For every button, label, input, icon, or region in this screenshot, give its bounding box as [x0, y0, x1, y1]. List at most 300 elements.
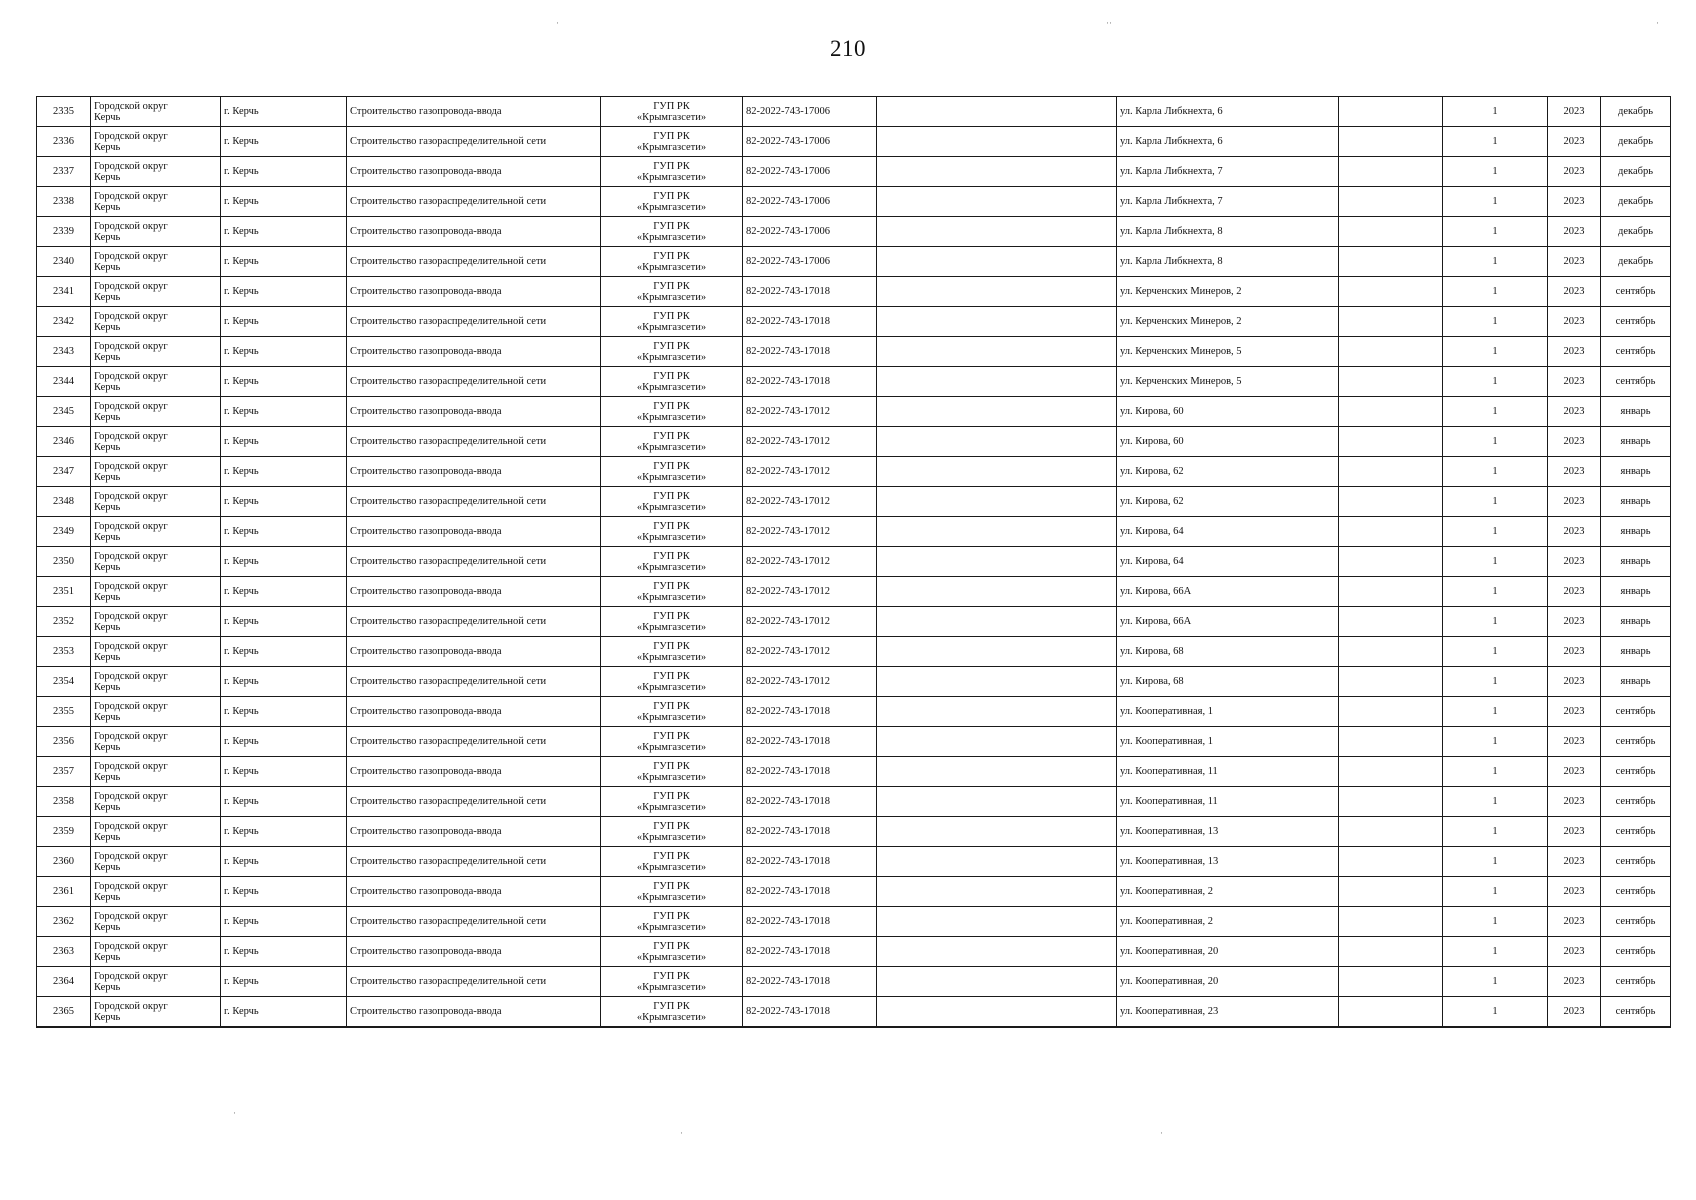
month-cell: сентябрь: [1601, 787, 1671, 817]
row-number: 2364: [37, 967, 91, 997]
work-type-cell: Строительство газораспределительной сети: [347, 487, 601, 517]
work-type-cell: Строительство газопровода-ввода: [347, 577, 601, 607]
address-cell: ул. Кооперативная, 13: [1117, 847, 1339, 877]
month-cell: декабрь: [1601, 127, 1671, 157]
empty-cell: [877, 97, 1117, 127]
row-number: 2358: [37, 787, 91, 817]
empty-cell: [877, 307, 1117, 337]
city-cell: г. Керчь: [221, 727, 347, 757]
city-cell: г. Керчь: [221, 697, 347, 727]
empty-cell: [1339, 217, 1443, 247]
quantity-cell: 1: [1443, 787, 1548, 817]
table-row: [37, 847, 1671, 877]
work-type-cell: Строительство газопровода-ввода: [347, 997, 601, 1028]
table-row: [37, 397, 1671, 427]
district-cell: Городской округ Керчь: [91, 967, 221, 997]
empty-cell: [877, 817, 1117, 847]
empty-cell: [1339, 277, 1443, 307]
row-number: 2357: [37, 757, 91, 787]
city-cell: г. Керчь: [221, 367, 347, 397]
registry-code-cell: 82-2022-743-17012: [743, 457, 877, 487]
city-cell: г. Керчь: [221, 127, 347, 157]
year-cell: 2023: [1548, 847, 1601, 877]
registry-code-cell: 82-2022-743-17006: [743, 217, 877, 247]
organization-cell: ГУП РК «Крымгазсети»: [601, 127, 743, 157]
empty-cell: [1339, 307, 1443, 337]
year-cell: 2023: [1548, 427, 1601, 457]
month-cell: декабрь: [1601, 247, 1671, 277]
address-cell: ул. Карла Либкнехта, 7: [1117, 157, 1339, 187]
table-row: [37, 697, 1671, 727]
address-cell: ул. Кооперативная, 2: [1117, 907, 1339, 937]
year-cell: 2023: [1548, 817, 1601, 847]
registry-code-cell: 82-2022-743-17018: [743, 817, 877, 847]
district-cell: Городской округ Керчь: [91, 757, 221, 787]
year-cell: 2023: [1548, 787, 1601, 817]
empty-cell: [877, 727, 1117, 757]
registry-code-cell: 82-2022-743-17012: [743, 487, 877, 517]
empty-cell: [877, 997, 1117, 1028]
empty-cell: [877, 487, 1117, 517]
table-row: [37, 877, 1671, 907]
address-cell: ул. Кирова, 60: [1117, 397, 1339, 427]
quantity-cell: 1: [1443, 757, 1548, 787]
city-cell: г. Керчь: [221, 607, 347, 637]
empty-cell: [877, 157, 1117, 187]
empty-cell: [1339, 847, 1443, 877]
year-cell: 2023: [1548, 97, 1601, 127]
month-cell: декабрь: [1601, 157, 1671, 187]
scan-speck: ·: [680, 1128, 683, 1138]
address-cell: ул. Керченских Минеров, 5: [1117, 337, 1339, 367]
empty-cell: [1339, 757, 1443, 787]
empty-cell: [877, 937, 1117, 967]
year-cell: 2023: [1548, 937, 1601, 967]
work-type-cell: Строительство газопровода-ввода: [347, 757, 601, 787]
empty-cell: [877, 367, 1117, 397]
work-type-cell: Строительство газораспределительной сети: [347, 667, 601, 697]
table-row: [37, 157, 1671, 187]
district-cell: Городской округ Керчь: [91, 187, 221, 217]
row-number: 2365: [37, 997, 91, 1028]
row-number: 2349: [37, 517, 91, 547]
organization-cell: ГУП РК «Крымгазсети»: [601, 697, 743, 727]
organization-cell: ГУП РК «Крымгазсети»: [601, 337, 743, 367]
empty-cell: [877, 847, 1117, 877]
organization-cell: ГУП РК «Крымгазсети»: [601, 367, 743, 397]
month-cell: январь: [1601, 457, 1671, 487]
organization-cell: ГУП РК «Крымгазсети»: [601, 577, 743, 607]
empty-cell: [1339, 487, 1443, 517]
empty-cell: [877, 637, 1117, 667]
quantity-cell: 1: [1443, 247, 1548, 277]
year-cell: 2023: [1548, 187, 1601, 217]
row-number: 2362: [37, 907, 91, 937]
registry-code-cell: 82-2022-743-17018: [743, 787, 877, 817]
year-cell: 2023: [1548, 277, 1601, 307]
organization-cell: ГУП РК «Крымгазсети»: [601, 217, 743, 247]
year-cell: 2023: [1548, 337, 1601, 367]
district-cell: Городской округ Керчь: [91, 337, 221, 367]
empty-cell: [1339, 127, 1443, 157]
city-cell: г. Керчь: [221, 877, 347, 907]
city-cell: г. Керчь: [221, 217, 347, 247]
organization-cell: ГУП РК «Крымгазсети»: [601, 907, 743, 937]
quantity-cell: 1: [1443, 277, 1548, 307]
month-cell: декабрь: [1601, 187, 1671, 217]
month-cell: сентябрь: [1601, 307, 1671, 337]
scan-speck: ·: [1656, 18, 1659, 28]
quantity-cell: 1: [1443, 427, 1548, 457]
quantity-cell: 1: [1443, 157, 1548, 187]
address-cell: ул. Кирова, 64: [1117, 517, 1339, 547]
empty-cell: [877, 247, 1117, 277]
empty-cell: [1339, 367, 1443, 397]
row-number: 2355: [37, 697, 91, 727]
district-cell: Городской округ Керчь: [91, 727, 221, 757]
address-cell: ул. Кооперативная, 20: [1117, 967, 1339, 997]
work-type-cell: Строительство газопровода-ввода: [347, 277, 601, 307]
district-cell: Городской округ Керчь: [91, 637, 221, 667]
empty-cell: [877, 217, 1117, 247]
month-cell: сентябрь: [1601, 937, 1671, 967]
table-row: [37, 307, 1671, 337]
address-cell: ул. Кирова, 66А: [1117, 607, 1339, 637]
year-cell: 2023: [1548, 967, 1601, 997]
district-cell: Городской округ Керчь: [91, 817, 221, 847]
organization-cell: ГУП РК «Крымгазсети»: [601, 997, 743, 1028]
quantity-cell: 1: [1443, 877, 1548, 907]
quantity-cell: 1: [1443, 637, 1548, 667]
district-cell: Городской округ Керчь: [91, 367, 221, 397]
city-cell: г. Керчь: [221, 997, 347, 1028]
quantity-cell: 1: [1443, 457, 1548, 487]
registry-code-cell: 82-2022-743-17006: [743, 157, 877, 187]
quantity-cell: 1: [1443, 577, 1548, 607]
month-cell: сентябрь: [1601, 877, 1671, 907]
organization-cell: ГУП РК «Крымгазсети»: [601, 817, 743, 847]
row-number: 2351: [37, 577, 91, 607]
row-number: 2338: [37, 187, 91, 217]
city-cell: г. Керчь: [221, 577, 347, 607]
row-number: 2353: [37, 637, 91, 667]
district-cell: Городской округ Керчь: [91, 697, 221, 727]
address-cell: ул. Кирова, 62: [1117, 457, 1339, 487]
registry-code-cell: 82-2022-743-17018: [743, 367, 877, 397]
empty-cell: [1339, 907, 1443, 937]
year-cell: 2023: [1548, 307, 1601, 337]
empty-cell: [1339, 787, 1443, 817]
city-cell: г. Керчь: [221, 277, 347, 307]
empty-cell: [1339, 937, 1443, 967]
empty-cell: [877, 967, 1117, 997]
row-number: 2363: [37, 937, 91, 967]
table-row: [37, 97, 1671, 127]
city-cell: г. Керчь: [221, 967, 347, 997]
year-cell: 2023: [1548, 247, 1601, 277]
table-row: [37, 667, 1671, 697]
row-number: 2347: [37, 457, 91, 487]
district-cell: Городской округ Керчь: [91, 907, 221, 937]
district-cell: Городской округ Керчь: [91, 517, 221, 547]
district-cell: Городской округ Керчь: [91, 847, 221, 877]
month-cell: сентябрь: [1601, 727, 1671, 757]
month-cell: январь: [1601, 577, 1671, 607]
registry-code-cell: 82-2022-743-17012: [743, 667, 877, 697]
month-cell: сентябрь: [1601, 277, 1671, 307]
year-cell: 2023: [1548, 757, 1601, 787]
month-cell: январь: [1601, 547, 1671, 577]
empty-cell: [1339, 817, 1443, 847]
city-cell: г. Керчь: [221, 847, 347, 877]
registry-code-cell: 82-2022-743-17006: [743, 247, 877, 277]
row-number: 2352: [37, 607, 91, 637]
table-row: [37, 277, 1671, 307]
city-cell: г. Керчь: [221, 307, 347, 337]
table-row: [37, 127, 1671, 157]
year-cell: 2023: [1548, 517, 1601, 547]
month-cell: январь: [1601, 667, 1671, 697]
district-cell: Городской округ Керчь: [91, 427, 221, 457]
registry-code-cell: 82-2022-743-17018: [743, 307, 877, 337]
empty-cell: [1339, 967, 1443, 997]
month-cell: сентябрь: [1601, 367, 1671, 397]
table-row: [37, 907, 1671, 937]
district-cell: Городской округ Керчь: [91, 577, 221, 607]
district-cell: Городской округ Керчь: [91, 547, 221, 577]
organization-cell: ГУП РК «Крымгазсети»: [601, 787, 743, 817]
month-cell: сентябрь: [1601, 757, 1671, 787]
empty-cell: [1339, 547, 1443, 577]
address-cell: ул. Карла Либкнехта, 8: [1117, 217, 1339, 247]
row-number: 2342: [37, 307, 91, 337]
scan-speck: ·: [1160, 1128, 1163, 1138]
registry-code-cell: 82-2022-743-17018: [743, 997, 877, 1028]
district-cell: Городской округ Керчь: [91, 127, 221, 157]
work-type-cell: Строительство газораспределительной сети: [347, 607, 601, 637]
district-cell: Городской округ Керчь: [91, 937, 221, 967]
registry-code-cell: 82-2022-743-17018: [743, 337, 877, 367]
empty-cell: [1339, 577, 1443, 607]
organization-cell: ГУП РК «Крымгазсети»: [601, 757, 743, 787]
quantity-cell: 1: [1443, 397, 1548, 427]
quantity-cell: 1: [1443, 997, 1548, 1028]
city-cell: г. Керчь: [221, 157, 347, 187]
row-number: 2359: [37, 817, 91, 847]
address-cell: ул. Кооперативная, 11: [1117, 757, 1339, 787]
table-row: [37, 367, 1671, 397]
district-cell: Городской округ Керчь: [91, 877, 221, 907]
district-cell: Городской округ Керчь: [91, 667, 221, 697]
empty-cell: [1339, 187, 1443, 217]
empty-cell: [877, 607, 1117, 637]
table-row: [37, 937, 1671, 967]
empty-cell: [1339, 637, 1443, 667]
table-row: [37, 757, 1671, 787]
year-cell: 2023: [1548, 157, 1601, 187]
city-cell: г. Керчь: [221, 667, 347, 697]
quantity-cell: 1: [1443, 547, 1548, 577]
table-row: [37, 247, 1671, 277]
empty-cell: [877, 457, 1117, 487]
empty-cell: [877, 787, 1117, 817]
work-type-cell: Строительство газораспределительной сети: [347, 727, 601, 757]
month-cell: январь: [1601, 427, 1671, 457]
address-cell: ул. Карла Либкнехта, 8: [1117, 247, 1339, 277]
empty-cell: [1339, 607, 1443, 637]
registry-code-cell: 82-2022-743-17012: [743, 607, 877, 637]
city-cell: г. Керчь: [221, 517, 347, 547]
work-type-cell: Строительство газораспределительной сети: [347, 367, 601, 397]
work-type-cell: Строительство газораспределительной сети: [347, 787, 601, 817]
address-cell: ул. Кооперативная, 11: [1117, 787, 1339, 817]
address-cell: ул. Кирова, 68: [1117, 667, 1339, 697]
work-type-cell: Строительство газопровода-ввода: [347, 457, 601, 487]
registry-code-cell: 82-2022-743-17006: [743, 127, 877, 157]
empty-cell: [877, 577, 1117, 607]
quantity-cell: 1: [1443, 127, 1548, 157]
address-cell: ул. Кирова, 64: [1117, 547, 1339, 577]
quantity-cell: 1: [1443, 847, 1548, 877]
district-cell: Городской округ Керчь: [91, 217, 221, 247]
organization-cell: ГУП РК «Крымгазсети»: [601, 847, 743, 877]
city-cell: г. Керчь: [221, 457, 347, 487]
city-cell: г. Керчь: [221, 937, 347, 967]
table-row: [37, 787, 1671, 817]
organization-cell: ГУП РК «Крымгазсети»: [601, 277, 743, 307]
empty-cell: [877, 757, 1117, 787]
empty-cell: [1339, 97, 1443, 127]
year-cell: 2023: [1548, 457, 1601, 487]
year-cell: 2023: [1548, 907, 1601, 937]
quantity-cell: 1: [1443, 187, 1548, 217]
registry-code-cell: 82-2022-743-17018: [743, 937, 877, 967]
empty-cell: [1339, 457, 1443, 487]
work-type-cell: Строительство газопровода-ввода: [347, 337, 601, 367]
table-row: [37, 997, 1671, 1028]
city-cell: г. Керчь: [221, 787, 347, 817]
district-cell: Городской округ Керчь: [91, 397, 221, 427]
row-number: 2344: [37, 367, 91, 397]
empty-cell: [877, 277, 1117, 307]
month-cell: сентябрь: [1601, 337, 1671, 367]
table-row: [37, 547, 1671, 577]
district-cell: Городской округ Керчь: [91, 277, 221, 307]
quantity-cell: 1: [1443, 907, 1548, 937]
address-cell: ул. Кирова, 68: [1117, 637, 1339, 667]
year-cell: 2023: [1548, 397, 1601, 427]
row-number: 2335: [37, 97, 91, 127]
empty-cell: [1339, 517, 1443, 547]
quantity-cell: 1: [1443, 967, 1548, 997]
district-cell: Городской округ Керчь: [91, 457, 221, 487]
year-cell: 2023: [1548, 637, 1601, 667]
empty-cell: [1339, 427, 1443, 457]
organization-cell: ГУП РК «Крымгазсети»: [601, 97, 743, 127]
empty-cell: [1339, 997, 1443, 1028]
month-cell: сентябрь: [1601, 997, 1671, 1028]
year-cell: 2023: [1548, 367, 1601, 397]
quantity-cell: 1: [1443, 367, 1548, 397]
organization-cell: ГУП РК «Крымгазсети»: [601, 187, 743, 217]
month-cell: декабрь: [1601, 97, 1671, 127]
registry-code-cell: 82-2022-743-17012: [743, 397, 877, 427]
page-number: 210: [830, 36, 866, 61]
address-cell: ул. Кирова, 60: [1117, 427, 1339, 457]
work-type-cell: Строительство газопровода-ввода: [347, 157, 601, 187]
registry-code-cell: 82-2022-743-17012: [743, 547, 877, 577]
table-row: [37, 727, 1671, 757]
address-cell: ул. Кирова, 66А: [1117, 577, 1339, 607]
quantity-cell: 1: [1443, 97, 1548, 127]
address-cell: ул. Керченских Минеров, 2: [1117, 307, 1339, 337]
quantity-cell: 1: [1443, 727, 1548, 757]
organization-cell: ГУП РК «Крымгазсети»: [601, 727, 743, 757]
month-cell: январь: [1601, 607, 1671, 637]
registry-code-cell: 82-2022-743-17006: [743, 97, 877, 127]
empty-cell: [877, 187, 1117, 217]
year-cell: 2023: [1548, 487, 1601, 517]
table-row: [37, 577, 1671, 607]
year-cell: 2023: [1548, 877, 1601, 907]
city-cell: г. Керчь: [221, 337, 347, 367]
address-cell: ул. Керченских Минеров, 5: [1117, 367, 1339, 397]
empty-cell: [877, 427, 1117, 457]
city-cell: г. Керчь: [221, 487, 347, 517]
registry-code-cell: 82-2022-743-17018: [743, 847, 877, 877]
row-number: 2337: [37, 157, 91, 187]
district-cell: Городской округ Керчь: [91, 307, 221, 337]
empty-cell: [1339, 727, 1443, 757]
work-type-cell: Строительство газопровода-ввода: [347, 817, 601, 847]
row-number: 2339: [37, 217, 91, 247]
empty-cell: [877, 397, 1117, 427]
row-number: 2346: [37, 427, 91, 457]
registry-code-cell: 82-2022-743-17018: [743, 907, 877, 937]
table-row: [37, 337, 1671, 367]
empty-cell: [1339, 877, 1443, 907]
address-cell: ул. Кирова, 62: [1117, 487, 1339, 517]
organization-cell: ГУП РК «Крымгазсети»: [601, 397, 743, 427]
work-type-cell: Строительство газораспределительной сети: [347, 187, 601, 217]
organization-cell: ГУП РК «Крымгазсети»: [601, 307, 743, 337]
address-cell: ул. Карла Либкнехта, 6: [1117, 127, 1339, 157]
work-type-cell: Строительство газораспределительной сети: [347, 307, 601, 337]
registry-code-cell: 82-2022-743-17018: [743, 277, 877, 307]
empty-cell: [877, 697, 1117, 727]
quantity-cell: 1: [1443, 217, 1548, 247]
address-cell: ул. Кооперативная, 13: [1117, 817, 1339, 847]
table-row: [37, 637, 1671, 667]
empty-cell: [877, 877, 1117, 907]
quantity-cell: 1: [1443, 937, 1548, 967]
registry-code-cell: 82-2022-743-17012: [743, 637, 877, 667]
table-row: [37, 427, 1671, 457]
registry-code-cell: 82-2022-743-17018: [743, 877, 877, 907]
registry-code-cell: 82-2022-743-17006: [743, 187, 877, 217]
organization-cell: ГУП РК «Крымгазсети»: [601, 937, 743, 967]
year-cell: 2023: [1548, 127, 1601, 157]
empty-cell: [1339, 667, 1443, 697]
district-cell: Городской округ Керчь: [91, 607, 221, 637]
work-type-cell: Строительство газопровода-ввода: [347, 97, 601, 127]
empty-cell: [1339, 337, 1443, 367]
city-cell: г. Керчь: [221, 817, 347, 847]
scan-speck: ·: [556, 18, 559, 28]
address-cell: ул. Карла Либкнехта, 7: [1117, 187, 1339, 217]
row-number: 2356: [37, 727, 91, 757]
year-cell: 2023: [1548, 667, 1601, 697]
